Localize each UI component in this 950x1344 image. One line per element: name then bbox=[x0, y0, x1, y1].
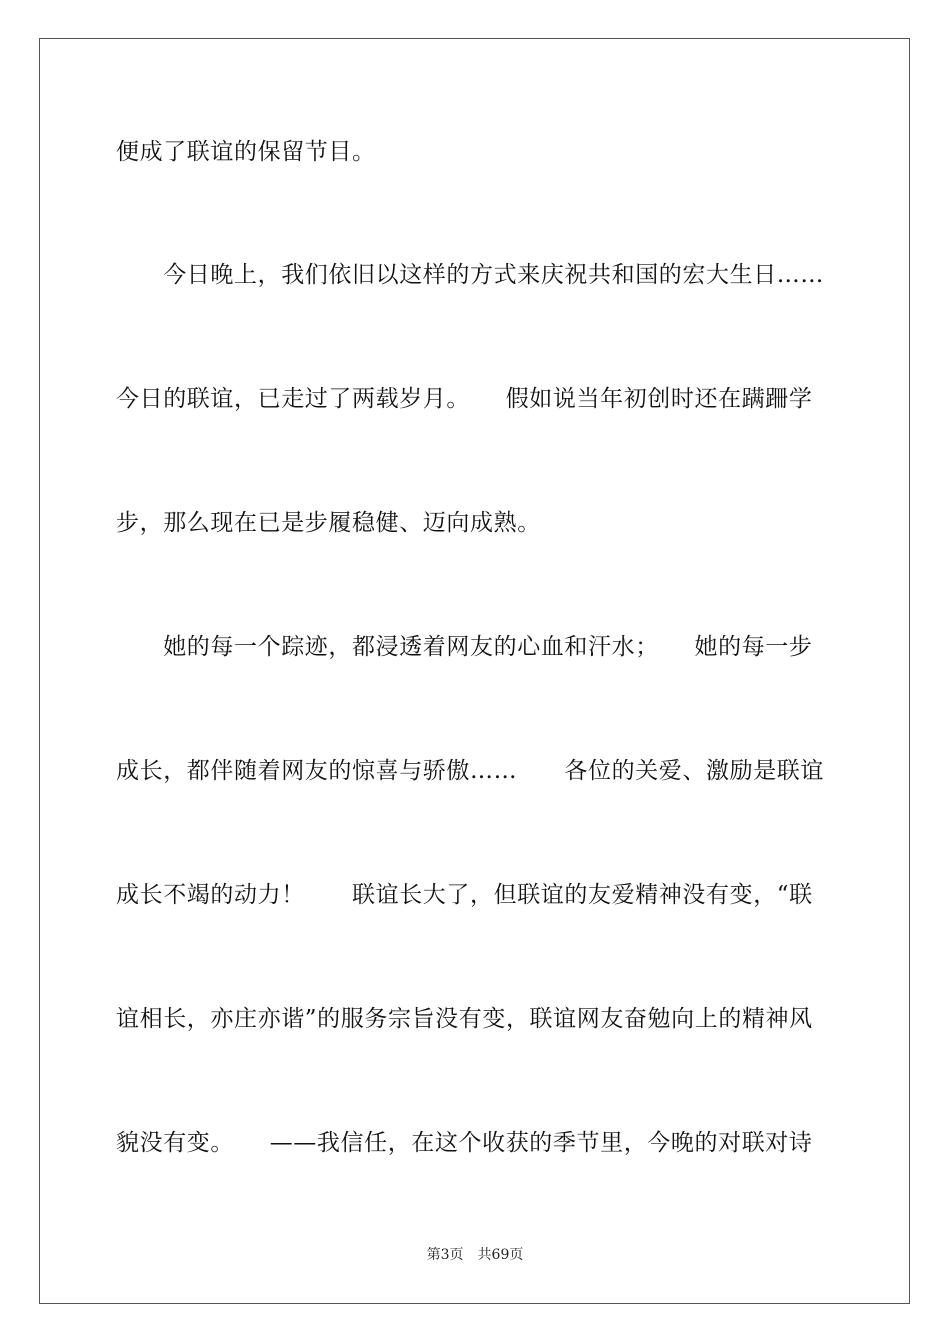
text-line-6: 成长，都伴随着网友的惊喜与骄傲…… 各位的关爱、激励是联谊 bbox=[116, 758, 824, 784]
text-line-4: 步，那么现在已是步履稳健、迈向成熟。 bbox=[116, 510, 541, 536]
page-footer: 第3页 共69页 bbox=[426, 1247, 524, 1263]
text-line-7: 成长不竭的动力！ 联谊长大了，但联谊的友爱精神没有变，“联 bbox=[116, 882, 813, 908]
text-line-8: 谊相长，亦庄亦谐”的服务宗旨没有变，联谊网友奋勉向上的精神风 bbox=[116, 1006, 813, 1032]
text-line-2: 今日晚上，我们依旧以这样的方式来庆祝共和国的宏大生日…… bbox=[116, 262, 824, 288]
text-line-3: 今日的联谊，已走过了两载岁月。 假如说当年初创时还在蹒跚学 bbox=[116, 386, 813, 412]
text-line-1: 便成了联谊的保留节目。 bbox=[116, 139, 376, 165]
text-line-5: 她的每一个踪迹，都浸透着网友的心血和汗水； 她的每一步 bbox=[116, 634, 813, 660]
page-border bbox=[39, 38, 910, 1304]
text-line-9: 貌没有变。 ——我信任，在这个收获的季节里，今晚的对联对诗 bbox=[116, 1130, 813, 1156]
